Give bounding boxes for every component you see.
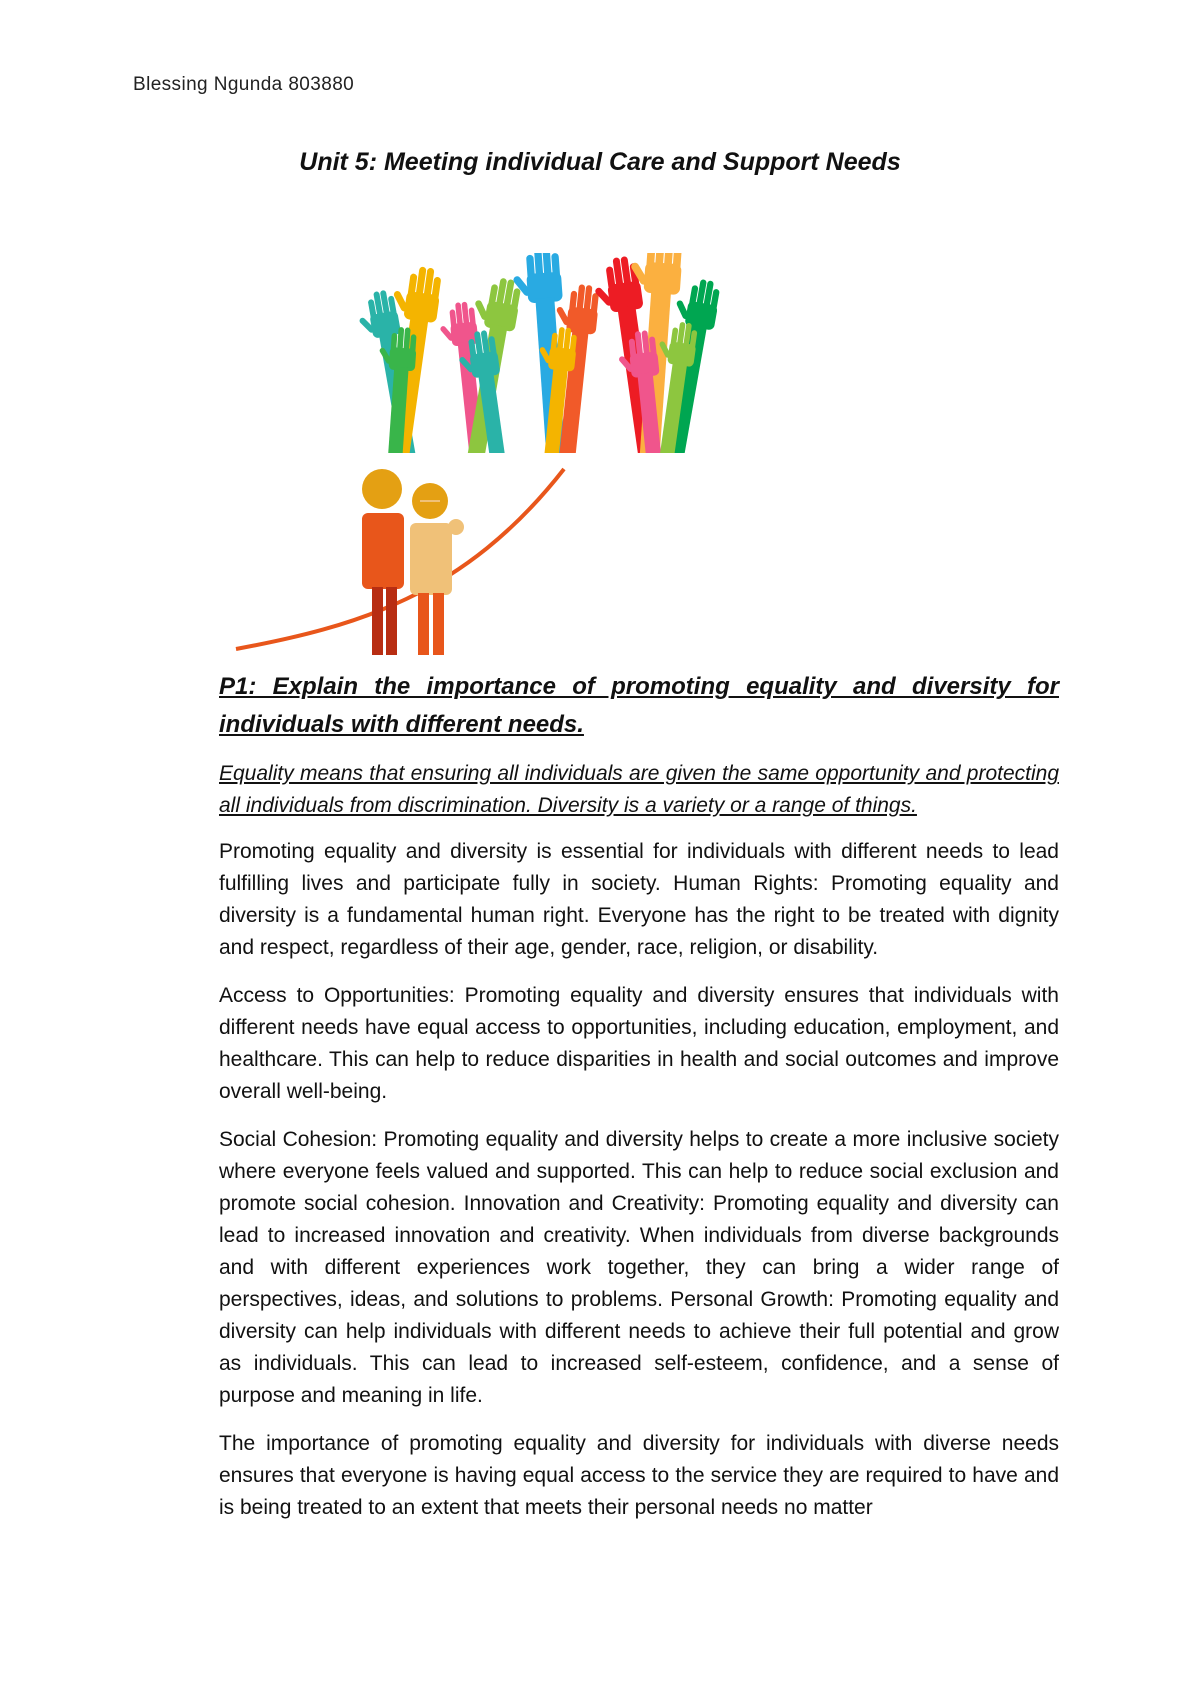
person-body bbox=[410, 523, 452, 595]
author-header: Blessing Ngunda 803880 bbox=[133, 74, 355, 95]
paragraph: The importance of promoting equality and diversity for individuals with diverse needs ensures that everyone is having equal access to the service they are required to have and is being treated to an extent that meets their personal needs no matter bbox=[219, 1432, 1059, 1519]
paragraph: Social Cohesion: Promoting equality and diversity helps to create a more inclusive society where everyone feels valued and supported. This can help to reduce social exclusion and promote social cohesion. Innovation and Creativity: Promoting equality and diversity can lead to increased innovation and creativity. When individuals from diverse backgrounds and with different experiences work together, they can bring a wider range of perspectives, ideas, and solutions to problems. Personal Growth: Promoting equality and diversity can help individuals with different needs to achieve their full potential and grow as individuals. This can lead to increased self-esteem, confidence, and a sense of purpose and meaning in life. bbox=[219, 1128, 1059, 1407]
person-body bbox=[362, 513, 404, 589]
section-heading: P1: Explain the importance of promoting equality and diversity for individuals with different needs. bbox=[219, 673, 1059, 738]
page-title: Unit 5: Meeting individual Care and Support Needs bbox=[299, 148, 901, 176]
definition-text: Equality means that ensuring all individuals are given the same opportunity and protecting all individuals from discrimination. Diversity is a variety or a range of things. bbox=[219, 762, 1059, 817]
paragraph: Access to Opportunities: Promoting equality and diversity ensures that individuals with different needs have equal access to opportunities, including education, employment, and healthcare. This can help to reduce disparities in health and social outcomes and improve overall well-being. bbox=[219, 984, 1059, 1103]
raised-hands-illustration bbox=[352, 253, 730, 453]
two-people-illustration bbox=[234, 467, 570, 657]
paragraph: Promoting equality and diversity is essential for individuals with different needs to lead fulfilling lives and participate fully in society. Human Rights: Promoting equality and diversity is a fundamental human right. Everyone has the right to be treated with dignity and respect, regardless of their age, gender, race, religion, or disability. bbox=[219, 840, 1059, 959]
person-head bbox=[362, 469, 402, 509]
document-body bbox=[219, 668, 1059, 1540]
